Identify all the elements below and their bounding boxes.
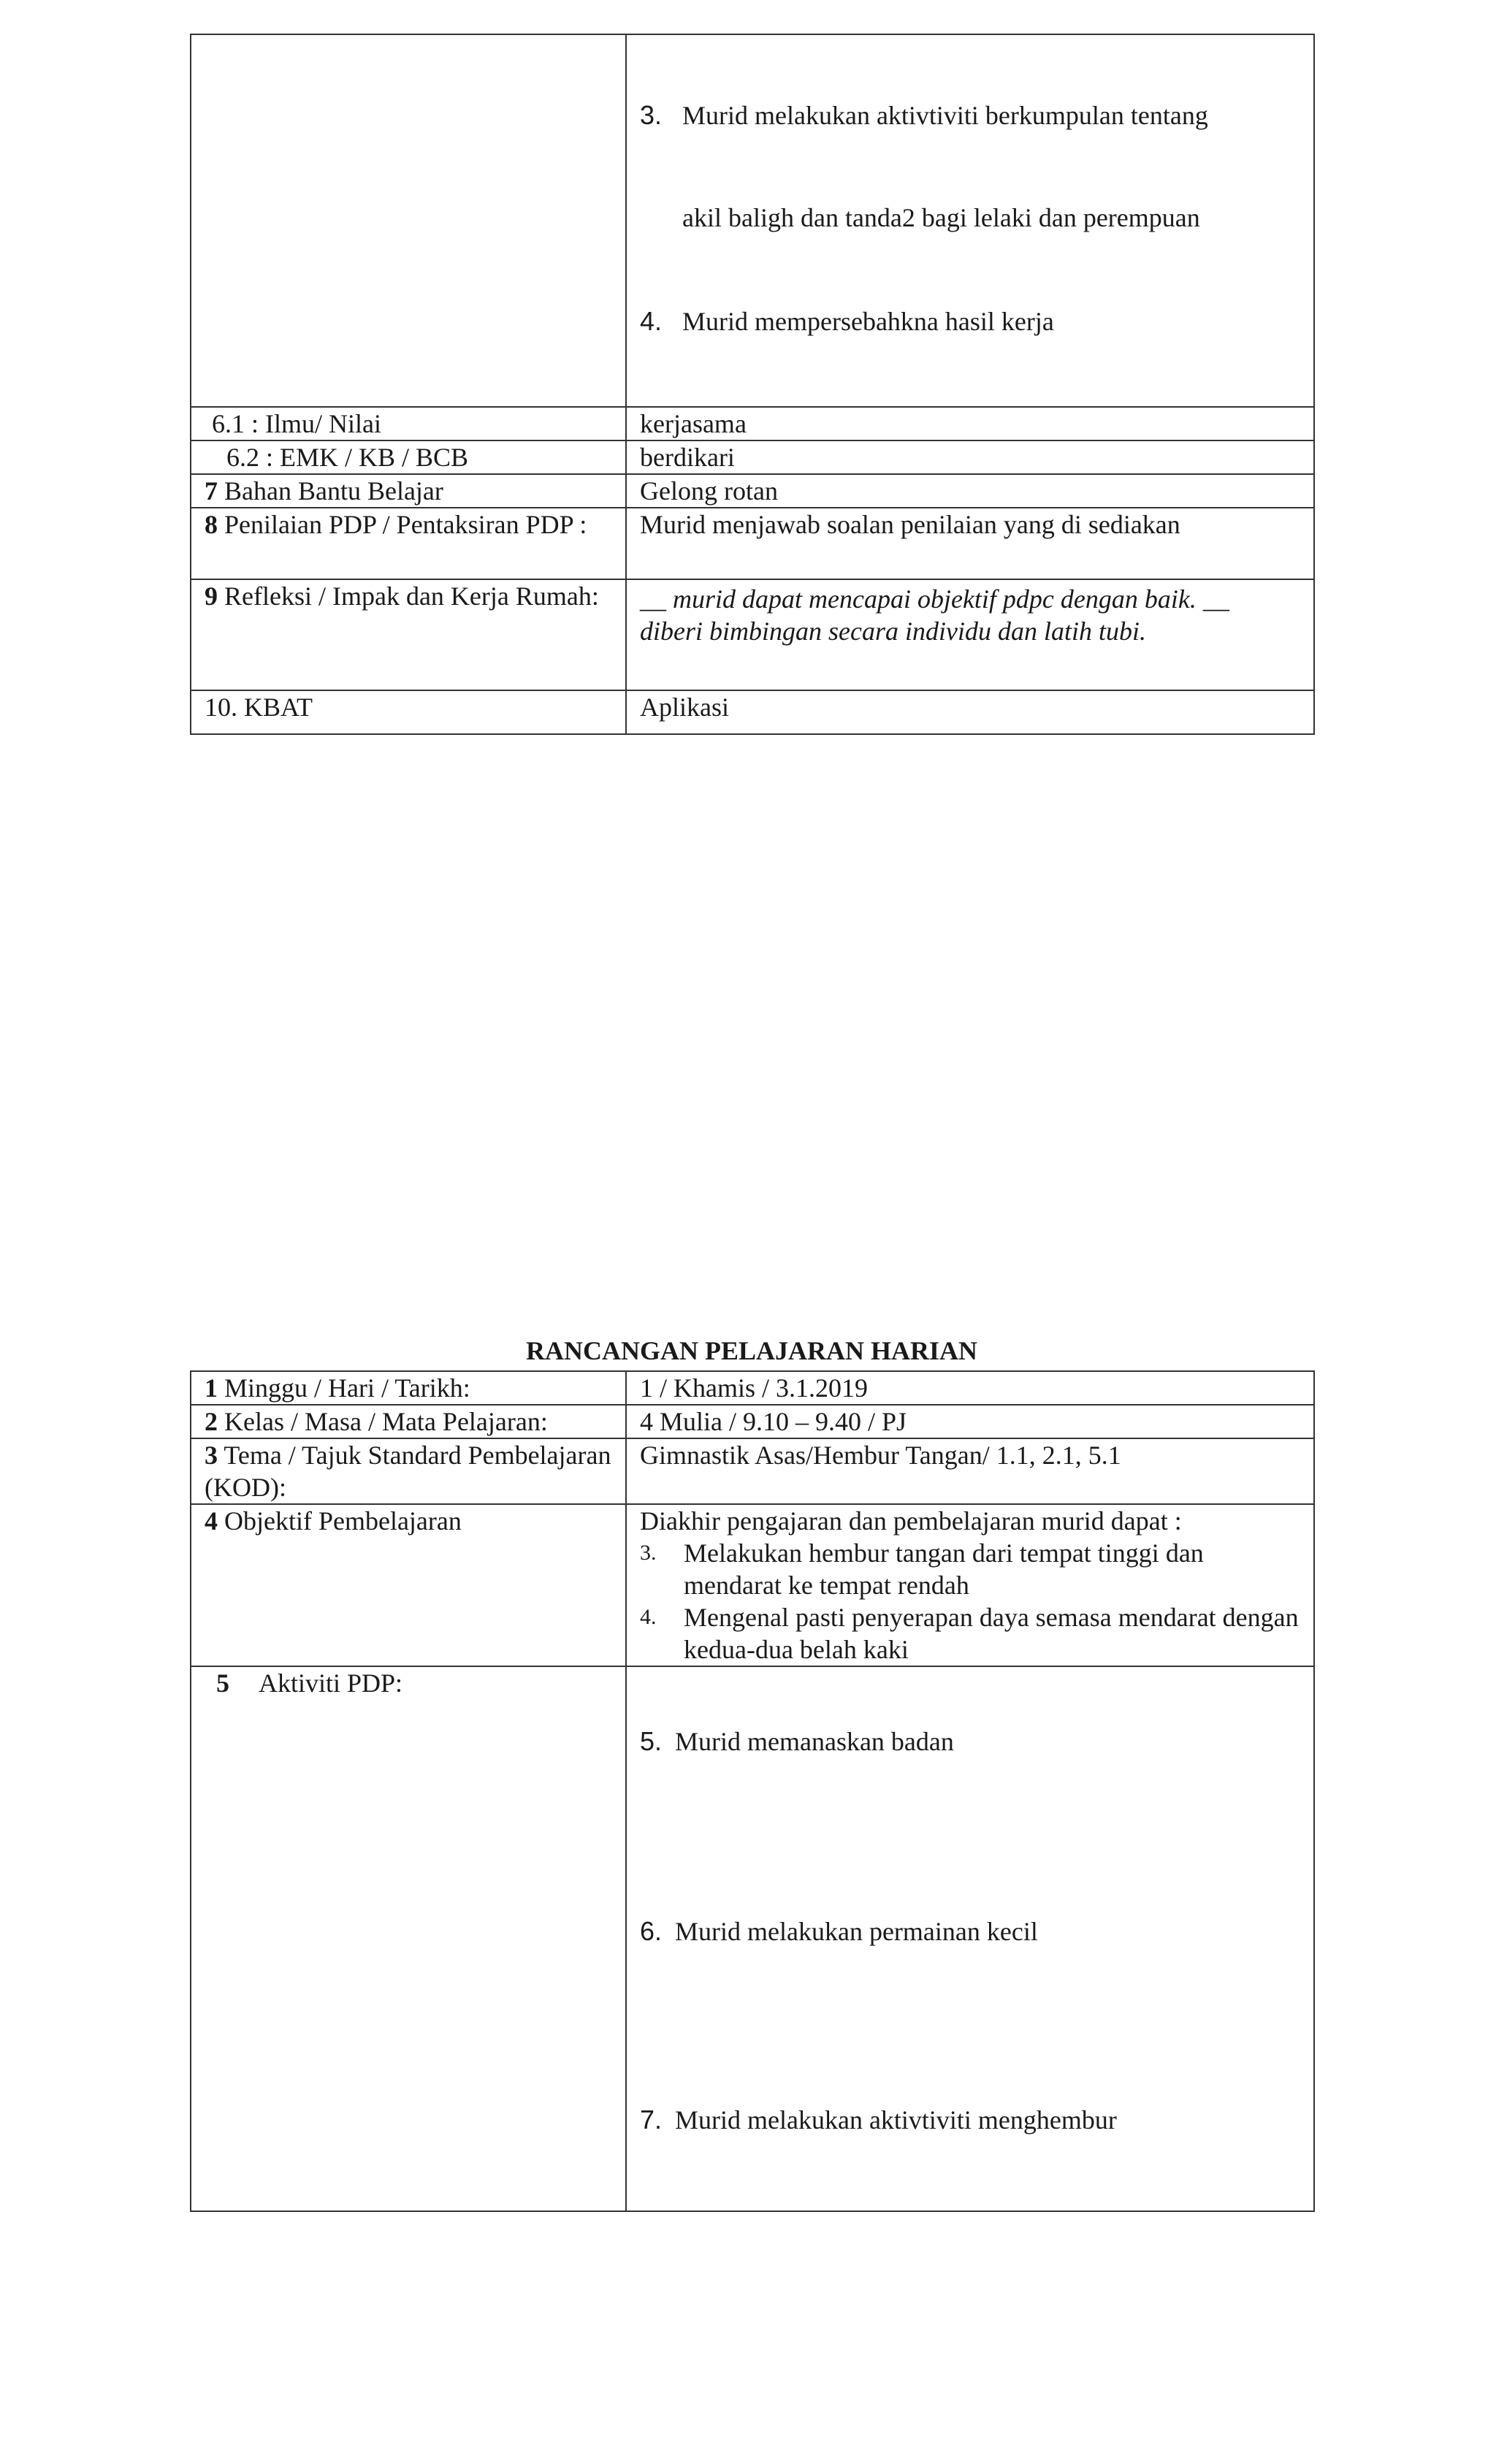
row-number: 4 xyxy=(205,1506,218,1536)
ilmu-nilai-label: 6.1 : Ilmu/ Nilai xyxy=(191,407,626,440)
tema-row xyxy=(191,1438,1314,1504)
bahan-value: Gelong rotan xyxy=(626,474,1314,508)
item-number: 3. xyxy=(640,1541,657,1565)
item-text: Mengenal pasti penyerapan daya semasa mendarat dengan kedua-dua belah kaki xyxy=(684,1603,1299,1664)
minggu-value: 1 / Khamis / 3.1.2019 xyxy=(626,1371,1314,1405)
minggu-row xyxy=(191,1371,1314,1405)
aktiviti-label-cell xyxy=(191,1666,626,2211)
step-number: 5. xyxy=(640,1726,663,1756)
penilaian-label: Penilaian PDP / Pentaksiran PDP : xyxy=(224,510,587,539)
activity-step xyxy=(640,1915,1300,2104)
objektif-row xyxy=(191,1504,1314,1666)
tema-value: Gimnastik Asas/Hembur Tangan/ 1.1, 2.1, 5.1 xyxy=(626,1438,1314,1504)
activity-step xyxy=(640,99,1300,202)
bahan-label: Bahan Bantu Belajar xyxy=(224,476,443,506)
minggu-label: Minggu / Hari / Tarikh: xyxy=(224,1373,470,1403)
kelas-label: Kelas / Masa / Mata Pelajaran: xyxy=(224,1407,548,1436)
page-title: RANCANGAN PELAJARAN HARIAN xyxy=(526,1336,977,1365)
step-number: 4. xyxy=(640,306,663,336)
refleksi-label: Refleksi / Impak dan Kerja Rumah: xyxy=(224,581,599,611)
item-number: 4. xyxy=(640,1605,657,1629)
row-number: 8 xyxy=(205,510,218,539)
step-number: 6. xyxy=(640,1916,663,1946)
activity-step xyxy=(640,202,1300,305)
row-number: 2 xyxy=(205,1407,218,1436)
list-item xyxy=(640,1601,1300,1666)
activity-step xyxy=(640,2104,1300,2136)
penilaian-value: Murid menjawab soalan penilaian yang di sediakan xyxy=(626,508,1314,579)
emk-label: 6.2 : EMK / KB / BCB xyxy=(191,440,626,474)
aktiviti-label: Aktiviti PDP: xyxy=(259,1668,403,1698)
step-number: 3. xyxy=(640,100,663,130)
lesson-plan-table xyxy=(190,1370,1315,2212)
step-text: Murid melakukan aktivtiviti berkumpulan tentang xyxy=(682,101,1208,130)
objektif-value-cell xyxy=(626,1504,1314,1666)
row-number: 1 xyxy=(205,1373,218,1403)
activity-label-cell xyxy=(191,34,626,407)
kbat-row xyxy=(191,690,1314,734)
ilmu-nilai-value: kerjasama xyxy=(626,407,1314,440)
bahan-label-cell xyxy=(191,474,626,508)
tema-label-cell xyxy=(191,1438,626,1504)
kelas-label-cell xyxy=(191,1405,626,1438)
penilaian-label-cell xyxy=(191,508,626,579)
activity-step xyxy=(640,1725,1300,1915)
aktiviti-row xyxy=(191,1666,1314,2211)
objektif-label-cell xyxy=(191,1504,626,1666)
objektif-list xyxy=(640,1537,1300,1666)
refleksi-line: __ murid dapat mencapai objektif pdpc dengan baik. __ xyxy=(640,584,1229,614)
kbat-value: Aplikasi xyxy=(626,690,1314,734)
step-text: Murid melakukan permainan kecil xyxy=(675,1917,1038,1946)
refleksi-label-cell xyxy=(191,579,626,690)
step-text: Murid melakukan aktivtiviti menghembur xyxy=(675,2105,1117,2135)
objektif-intro: Diakhir pengajaran dan pembelajaran murid dapat : xyxy=(640,1506,1182,1536)
bahan-row xyxy=(191,474,1314,508)
activity-steps-cell xyxy=(626,34,1314,407)
step-text: akil baligh dan tanda2 bagi lelaki dan perempuan xyxy=(682,203,1200,232)
step-text: Murid memanaskan badan xyxy=(675,1727,954,1756)
emk-row xyxy=(191,440,1314,474)
minggu-label-cell xyxy=(191,1371,626,1405)
step-number: 7. xyxy=(640,2105,663,2135)
activity-step xyxy=(640,305,1300,337)
refleksi-value-cell xyxy=(626,579,1314,690)
refleksi-line: diberi bimbingan secara individu dan latih tubi. xyxy=(640,617,1146,646)
kelas-value: 4 Mulia / 9.10 – 9.40 / PJ xyxy=(626,1405,1314,1438)
item-text: Melakukan hembur tangan dari tempat tinggi dan mendarat ke tempat rendah xyxy=(684,1538,1204,1600)
aktiviti-steps-cell xyxy=(626,1666,1314,2211)
row-number: 5 xyxy=(216,1668,229,1698)
emk-value: berdikari xyxy=(626,440,1314,474)
kelas-row xyxy=(191,1405,1314,1438)
step-text: Murid mempersebahkna hasil kerja xyxy=(682,307,1054,336)
activity-row xyxy=(191,34,1314,407)
tema-label: Tema / Tajuk Standard Pembelajaran (KOD): xyxy=(205,1441,611,1502)
objektif-label: Objektif Pembelajaran xyxy=(224,1506,462,1536)
kbat-label: 10. KBAT xyxy=(191,690,626,734)
refleksi-row xyxy=(191,579,1314,690)
ilmu-nilai-row xyxy=(191,407,1314,440)
penilaian-row xyxy=(191,508,1314,579)
row-number: 9 xyxy=(205,581,218,611)
lesson-plan-table-continued xyxy=(190,34,1315,735)
row-number: 3 xyxy=(205,1441,218,1470)
list-item xyxy=(640,1537,1300,1601)
row-number: 7 xyxy=(205,476,218,506)
